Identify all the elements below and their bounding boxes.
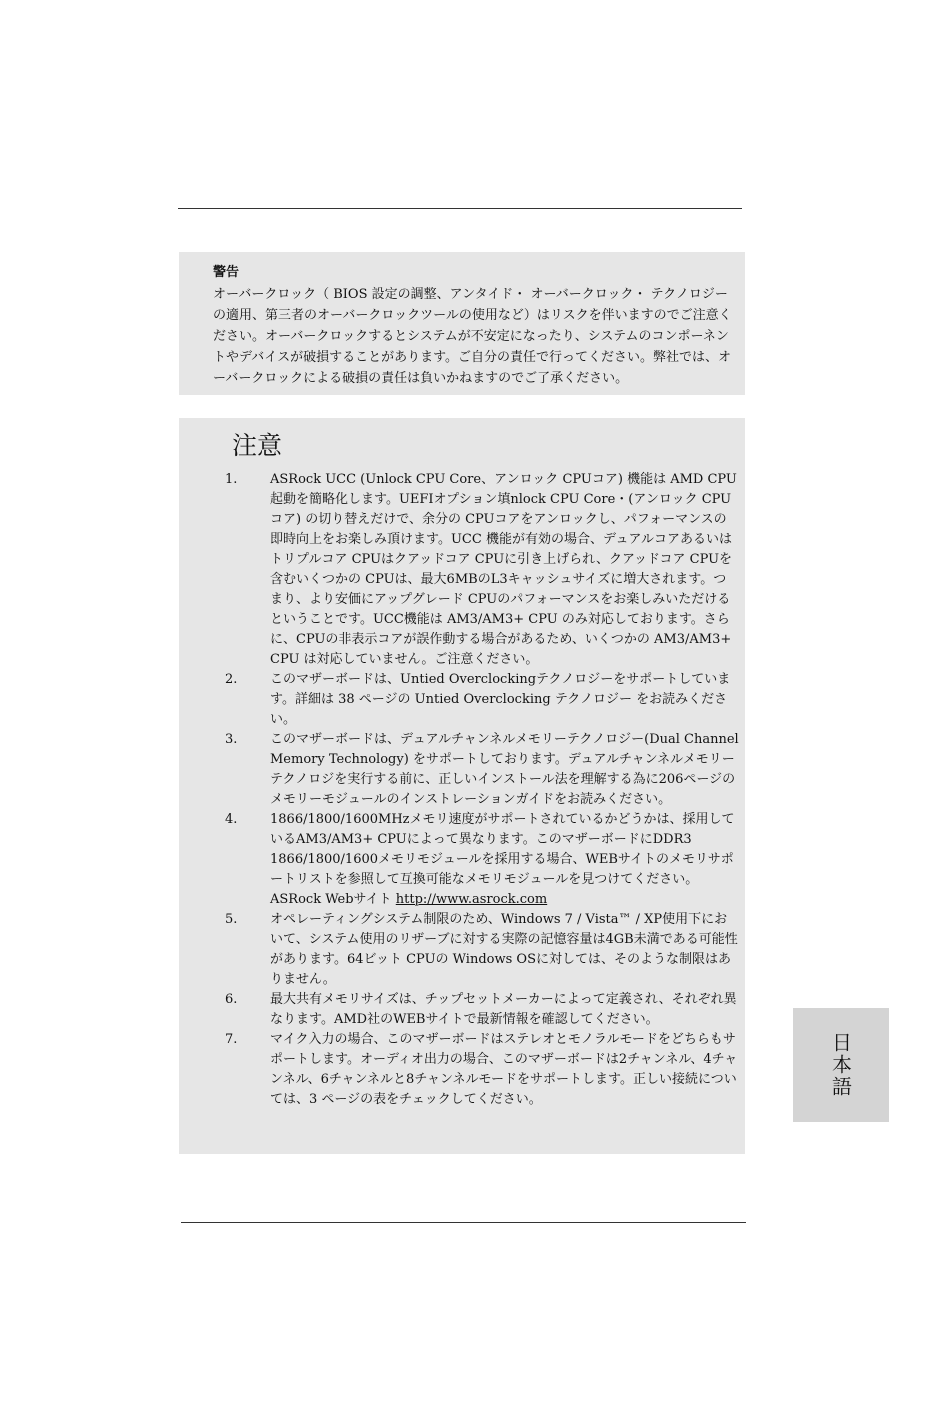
item-number: 6.	[225, 992, 238, 1007]
item-text: オペレーティングシステム制限のため、Windows 7 / Vista™ / XP使用下において、システム使用のリザーブに対する実際の記憶容量は4GB未満である可能性があります。64ビット CPUの Windows OSに対しては、そのような制限はありません。	[270, 912, 738, 987]
top-rule	[178, 208, 742, 209]
website-line	[270, 890, 739, 910]
item-text: マイク入力の場合、このマザーボードはステレオとモノラルモードをどちらもサポートします。オーディオ出力の場合、このマザーボードは2チャンネル、4チャンネル、6チャンネルと8チャンネルモードをサポートします。正しい接続については、3 ページの表をチェックしてください。	[270, 1032, 738, 1107]
caution-item-6	[179, 990, 739, 1030]
item-text: このマザーボードは、Untied Overclockingテクノロジーをサポートしています。詳細は 38 ページの Untied Overclocking テクノロジー をお読みください。	[270, 672, 731, 727]
item-text: 最大共有メモリサイズは、チップセットメーカーによって定義され、それぞれ異なります。AMD社のWEBサイトで最新情報を確認してください。	[270, 992, 737, 1027]
item-text: 1866/1800/1600MHzメモリ速度がサポートされているかどうかは、採用しているAM3/AM3+ CPUによって異なります。このマザーボードにDDR3 1866/1800/1600メモリモジュールを採用する場合、WEBサイトのメモリサポートリストを参照して互換可能なメモリモジュールを見つけてください。	[270, 812, 735, 887]
language-tab	[793, 1008, 889, 1122]
warning-title: 警告	[213, 265, 240, 280]
item-text: ASRock UCC (Unlock CPU Core、アンロック CPUコア) 機能は AMD CPU起動を簡略化します。UEFIオプション填nlock CPU Core・(アンロック CPUコア) の切り替えだけで、余分の CPUコアをアンロックし、パフォーマンスの即時向上をお楽しみ頂けます。UCC 機能が有効の場合、デュアルコアあるいはトリプルコア CPUはクアッドコア CPUに引き上げられ、クアッドコア CPUを含むいくつかの CPUは、最大6MBのL3キャッシュサイズに増大されます。つまり、より安価にアップグレード CPUのパフォーマンスをお楽しみいただけるということです。UCC機能は AM3/AM3+ CPU のみ対応しております。さらに、CPUの非表示コアが誤作動する場合があるため、いくつかの AM3/AM3+ CPU は対応していません。ご注意ください。	[270, 472, 737, 667]
caution-item-3	[179, 730, 739, 810]
item-number: 4.	[225, 812, 238, 827]
caution-box	[179, 418, 745, 1154]
item-text: このマザーボードは、デュアルチャンネルメモリーテクノロジー(Dual Channel Memory Technology) をサポートしております。デュアルチャンネルメモリーテクノロジを実行する前に、正しいインストール法を理解する為に206ページのメモリーモジュールのインストレーションガイドをお読みください。	[270, 732, 739, 807]
language-label: 日本語	[828, 1032, 853, 1098]
caution-item-7	[179, 1030, 739, 1110]
warning-body: オーバークロック（ BIOS 設定の調整、アンタイド・ オーバークロック・ テクノロジーの適用、第三者のオーバークロックツールの使用など）はリスクを伴いますのでご注意ください。オーバークロックするとシステムが不安定になったり、システムのコンポーネントやデバイスが破損することがあります。ご自分の責任で行ってください。弊社では、オーバークロックによる破損の責任は負いかねますのでご了承ください。	[213, 287, 732, 386]
website-label: ASRock Webサイト	[270, 892, 392, 907]
item-number: 7.	[225, 1032, 238, 1047]
asrock-link[interactable]: http://www.asrock.com	[395, 892, 548, 907]
warning-box	[179, 252, 745, 395]
item-number: 2.	[225, 672, 238, 687]
caution-item-1	[179, 470, 739, 670]
caution-item-2	[179, 670, 739, 730]
item-number: 5.	[225, 912, 238, 927]
item-number: 1.	[225, 472, 238, 487]
bottom-rule	[181, 1222, 746, 1223]
caution-list	[179, 470, 739, 1110]
item-number: 3.	[225, 732, 238, 747]
caution-item-4	[179, 810, 739, 910]
caution-title: 注意	[232, 431, 283, 460]
caution-item-5	[179, 910, 739, 990]
